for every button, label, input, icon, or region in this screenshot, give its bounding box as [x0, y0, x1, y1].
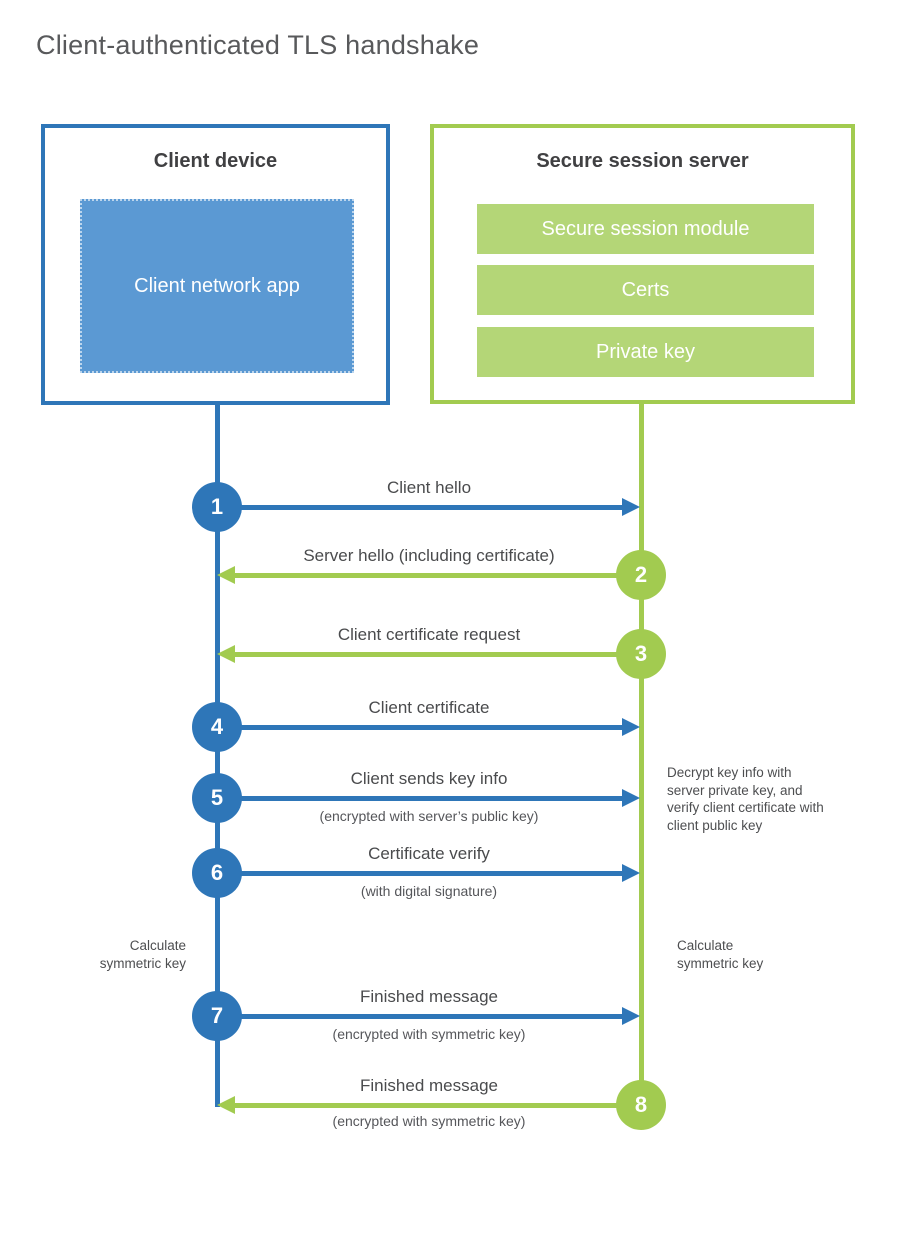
note-calculate-symmetric-key-right: Calculate symmetric key [677, 938, 764, 971]
step-3-arrowhead-icon [217, 645, 235, 663]
step-7-label: Finished message [360, 987, 498, 1006]
step-1-circle: 1 [192, 482, 242, 532]
step-3-label: Client certificate request [337, 625, 521, 644]
step-2-label: Server hello (including certificate) [303, 546, 555, 565]
note-decrypt-key-info: Decrypt key info with server private key, and verify client certificate with client public key [667, 765, 824, 833]
page-title: Client-authenticated TLS handshake [36, 30, 480, 60]
step-6-circle: 6 [192, 848, 242, 898]
step-7-arrowhead-icon [622, 1007, 640, 1025]
step-8-sublabel: (encrypted with symmetric key) [332, 1113, 526, 1129]
step-4-arrowhead-icon [622, 718, 640, 736]
client-device-box [41, 124, 390, 405]
server-module-private-key: Private key [477, 327, 814, 377]
step-1-arrow [217, 505, 624, 510]
step-8-arrow [235, 1103, 641, 1108]
step-1-label: Client hello [386, 478, 472, 497]
step-7-sublabel: (encrypted with symmetric key) [332, 1026, 526, 1042]
step-1-arrowhead-icon [622, 498, 640, 516]
server-module-certs: Certs [477, 265, 814, 315]
note-calculate-symmetric-key-left: Calculate symmetric key [99, 938, 186, 971]
step-8-arrowhead-icon [217, 1096, 235, 1114]
step-2-arrowhead-icon [217, 566, 235, 584]
secure-session-server-box [430, 124, 855, 404]
step-4-label: Client certificate [368, 698, 490, 717]
step-6-label: Certificate verify [368, 844, 490, 863]
client-device-title: Client device [153, 150, 278, 172]
client-network-app-box [80, 199, 354, 373]
client-network-app-label: Client network app [134, 275, 300, 297]
step-7-arrow [217, 1014, 624, 1019]
step-5-sublabel: (encrypted with server’s public key) [319, 808, 539, 824]
secure-session-server-title: Secure session server [536, 150, 749, 172]
step-3-circle: 3 [616, 629, 666, 679]
step-5-label: Client sends key info [350, 769, 508, 788]
step-5-circle: 5 [192, 773, 242, 823]
step-4-arrow [217, 725, 624, 730]
step-2-arrow [235, 573, 641, 578]
step-2-circle: 2 [616, 550, 666, 600]
step-3-arrow [235, 652, 641, 657]
step-8-label: Finished message [360, 1076, 498, 1095]
step-8-circle: 8 [616, 1080, 666, 1130]
step-6-arrow [217, 871, 624, 876]
step-6-sublabel: (with digital signature) [360, 883, 498, 899]
step-7-circle: 7 [192, 991, 242, 1041]
server-module-secure-session: Secure session module [477, 204, 814, 254]
step-5-arrowhead-icon [622, 789, 640, 807]
step-5-arrow [217, 796, 624, 801]
step-4-circle: 4 [192, 702, 242, 752]
step-6-arrowhead-icon [622, 864, 640, 882]
